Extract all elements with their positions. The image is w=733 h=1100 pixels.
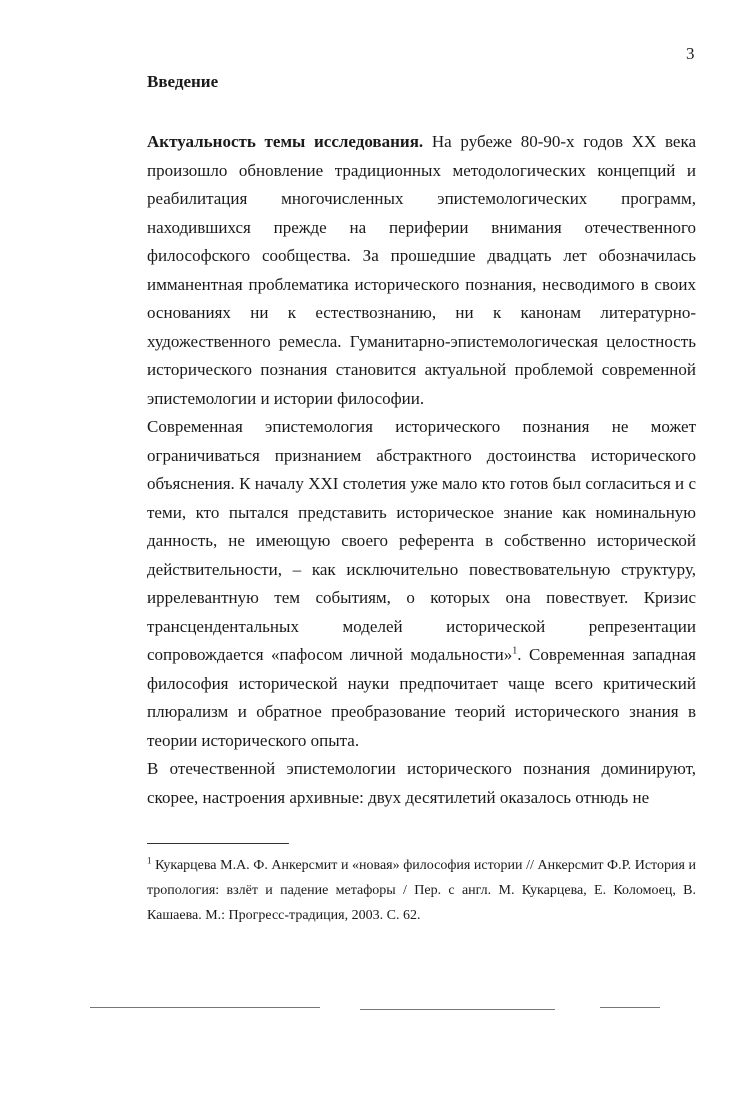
paragraph-relevance [147, 128, 696, 413]
section-heading: Введение [147, 72, 219, 91]
scan-artifact-line [360, 1009, 555, 1010]
footnote-reference: 1 [512, 645, 518, 657]
body-text [147, 128, 696, 812]
footnote-divider [147, 843, 289, 844]
paragraph-text: Современная эпистемология исторического познания не может ограничиваться признанием абстрактного достоинства исторического объяснения. К началу XXI столетия уже мало кто готов был согласиться и с теми, кто пытался представить историческое знание как номинальную данность, не имеющую своего референта в собственно исторической действительности, – как исключительно повествовательную структуру, иррелевантную тем событиям, о которых она повествует. Кризис трансцендентальных моделей исторической репрезентации сопровождается «пафосом личной модальности» [147, 417, 696, 664]
paragraph-text: На рубеже 80-90-х годов XX века произошло обновление традиционных методологических концепций и реабилитация многочисленных эпистемологических программ, находившихся прежде на периферии внимания отечественного философского сообщества. За прошедшие двадцать лет обозначилась имманентная проблематика исторического познания, несводимого в своих основаниях ни к естествознанию, ни к канонам литературно-художественного ремесла. Гуманитарно-эпистемологическая целостность исторического познания становится актуальной проблемой современной эпистемологии и истории философии. [147, 132, 697, 408]
paragraph-text: В отечественной эпистемологии исторического познания доминируют, скорее, настроения архивные: двух десятилетий оказалось отнюдь не [147, 759, 696, 807]
footnote-mark: 1 [147, 855, 152, 866]
footnote [147, 853, 696, 928]
paragraph-epistemology [147, 413, 696, 755]
paragraph-lead: Актуальность темы исследования. [147, 132, 424, 151]
paragraph-domestic [147, 755, 696, 812]
scan-artifact-line [600, 1007, 660, 1008]
footnote-text: Кукарцева М.А. Ф. Анкерсмит и «новая» философия истории // Анкерсмит Ф.Р. История и тропология: взлёт и падение метафоры / Пер. с англ. М. Кукарцева, Е. Коломоец, В. Кашаева. М.: Прогресс-традиция, 2003. С. 62. [147, 858, 696, 923]
page-number: 3 [686, 44, 695, 63]
paragraph-text: . Современная западная философия исторической науки предпочитает чаще всего критический плюрализм и обратное преобразование теорий исторического знания в теории исторического опыта. [147, 645, 696, 750]
scan-artifact-line [90, 1007, 320, 1008]
